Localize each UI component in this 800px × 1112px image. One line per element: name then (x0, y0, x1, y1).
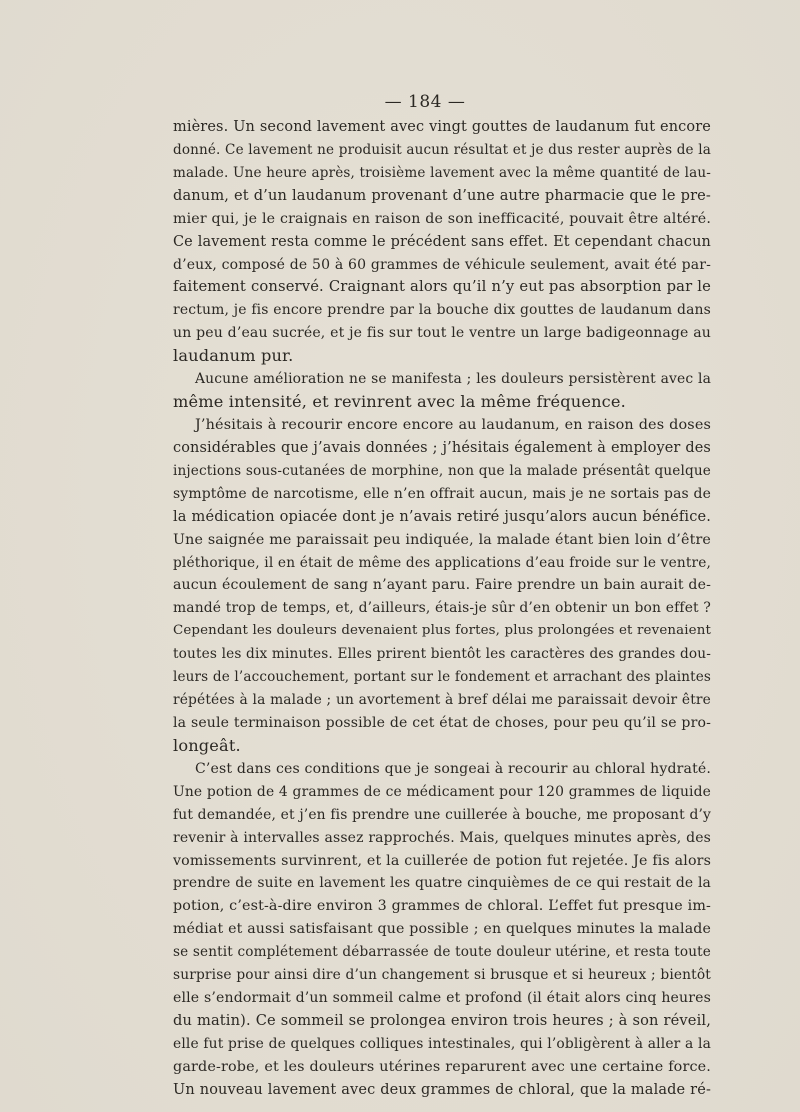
text-line: elle fut prise de quelques colliques intestinales, qui l’obligèrent à aller a la (173, 1035, 711, 1052)
text-line: revenir à intervalles assez rapprochés. Mais, quelques minutes après, des (173, 829, 711, 846)
text-line: prendre de suite en lavement les quatre cinquièmes de ce qui restait de la (173, 875, 711, 892)
text-line: symptôme de narcotisme, elle n’en offrait aucun, mais je ne sortais pas de (173, 485, 711, 502)
text-line: faitement conservé. Craignant alors qu’il n’y eut pas absorption par le (173, 278, 711, 296)
text-line: pléthorique, il en était de même des applications d’eau froide sur le ventre, (173, 554, 711, 571)
text-line: garde-robe, et les douleurs utérines reparurent avec une certaine force. (173, 1058, 711, 1075)
text-line: un peu d’eau sucrée, et je fis sur tout le ventre un large badigeonnage au (173, 325, 711, 342)
text-line: rectum, je fis encore prendre par la bouche dix gouttes de laudanum dans (173, 302, 711, 319)
text-line: injections sous-cutanées de morphine, non que la malade présentât quelque (173, 462, 711, 479)
text-line: mières. Un second lavement avec vingt gouttes de laudanum fut encore (173, 119, 711, 135)
text-line: d’eux, composé de 50 à 60 grammes de véhicule seulement, avait été par- (173, 256, 711, 273)
text-line: Ce lavement resta comme le précédent sans effet. Et cependant chacun (173, 233, 711, 250)
text-line: laudanum pur. (173, 346, 294, 366)
text-line: du matin). Ce sommeil se prolongea environ trois heures ; à son réveil, (173, 1011, 711, 1029)
text-line: leurs de l’accouchement, portant sur le fondement et arrachant des plaintes (173, 669, 711, 686)
text-line: considérables que j’avais données ; j’hésitais également à employer des (173, 439, 711, 456)
text-line: surprise pour ainsi dire d’un changement si brusque et si heureux ; bientôt (173, 967, 711, 984)
text-line: se sentit complétement débarrassée de toute douleur utérine, et resta toute (173, 944, 711, 961)
text-line: malade. Une heure après, troisième lavement avec la même quantité de lau- (173, 164, 711, 181)
text-line: fut demandée, et j’en fis prendre une cuillerée à bouche, me proposant d’y (173, 806, 711, 823)
text-line: donné. Ce lavement ne produisit aucun résultat et je dus rester auprès de la (173, 141, 711, 158)
text-line: Une potion de 4 grammes de ce médicament pour 120 grammes de liquide (173, 783, 711, 800)
text-line: même intensité, et revinrent avec la même fréquence. (173, 392, 626, 412)
text-line: Un nouveau lavement avec deux grammes de chloral, que la malade ré- (173, 1081, 711, 1098)
text-line: la médication opiacée dont je n’avais retiré jusqu’alors aucun bénéfice. (173, 508, 711, 525)
text-line: toutes les dix minutes. Elles prirent bientôt les caractères des grandes dou- (173, 646, 711, 663)
body-text (173, 116, 711, 1102)
text-line: C’est dans ces conditions que je songeai à recourir au chloral hydraté. (195, 760, 711, 777)
text-line: danum, et d’un laudanum provenant d’une autre pharmacie que le pre- (173, 186, 711, 204)
text-line: potion, c’est-à-dire environ 3 grammes de chloral. L’effet fut presque im- (173, 898, 711, 915)
text-line: longeât. (173, 735, 241, 755)
page-number: — 184 — (384, 92, 466, 112)
text-line: mier qui, je le craignais en raison de son inefficacité, pouvait être altéré. (173, 210, 711, 227)
text-line: vomissements survinrent, et la cuillerée de potion fut rejetée. Je fis alors (173, 852, 711, 869)
text-line: répétées à la malade ; un avortement à bref délai me paraissait devoir être (173, 692, 711, 709)
text-line: Une saignée me paraissait peu indiquée, la malade étant bien loin d’être (173, 531, 711, 548)
text-line: Cependant les douleurs devenaient plus fortes, plus prolongées et revenaient (173, 623, 711, 639)
text-line: elle s’endormait d’un sommeil calme et profond (il était alors cinq heures (173, 990, 711, 1007)
text-line: mandé trop de temps, et, d’ailleurs, étais-je sûr d’en obtenir un bon effet ? (173, 600, 711, 617)
text-line: médiat et aussi satisfaisant que possible ; en quelques minutes la malade (173, 921, 711, 938)
text-line: J’hésitais à recourir encore encore au laudanum, en raison des doses (195, 416, 711, 433)
text-line: aucun écoulement de sang n’ayant paru. Faire prendre un bain aurait de- (173, 577, 711, 594)
text-line: la seule terminaison possible de cet état de choses, pour peu qu’il se pro- (173, 714, 711, 731)
text-line: Aucune amélioration ne se manifesta ; les douleurs persistèrent avec la (195, 371, 711, 388)
